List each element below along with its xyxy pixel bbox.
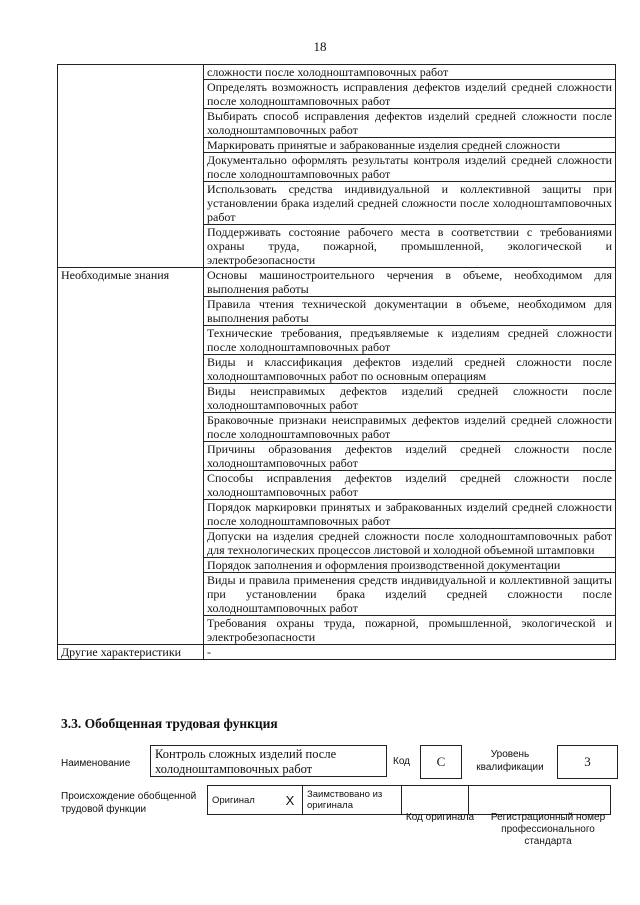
skill-cell: Документально оформлять результаты контроля изделий средней сложности после холодноштамповочных работ bbox=[204, 153, 616, 182]
original-mark: X bbox=[278, 786, 303, 815]
skill-cell: сложности после холодноштамповочных работ bbox=[204, 65, 616, 80]
table-row bbox=[58, 65, 616, 80]
skill-cell: Маркировать принятые и забракованные изделия средней сложности bbox=[204, 138, 616, 153]
function-name-field: Контроль сложных изделий после холодноштамповочных работ bbox=[150, 745, 387, 777]
code-original-caption: Код оригинала bbox=[405, 812, 475, 823]
skill-cell: Поддерживать состояние рабочего места в соответствии с требованиями охраны труда, пожарной, промышленной, экологической и электробезопасности bbox=[204, 225, 616, 268]
table-row bbox=[58, 645, 616, 660]
code-label: Код bbox=[393, 756, 411, 767]
knowledge-cell: Причины образования дефектов изделий средней сложности после холодноштамповочных работ bbox=[204, 442, 616, 471]
page-number: 18 bbox=[313, 39, 327, 54]
section-title: 3.3. Обобщенная трудовая функция bbox=[61, 716, 278, 731]
knowledge-cell: Допуски на изделия средней сложности после холодноштамповочных работ для технологических процессов листовой и холодной объемной штамповки bbox=[204, 529, 616, 558]
knowledge-cell: Виды и правила применения средств индивидуальной и коллективной защиты при установлении брака изделий средней сложности после холодноштамповочных работ bbox=[204, 573, 616, 616]
original-label: Оригинал bbox=[208, 786, 279, 815]
knowledge-cell: Правила чтения технической документации в объеме, необходимом для выполнения работы bbox=[204, 297, 616, 326]
other-value: - bbox=[204, 645, 616, 660]
level-field: 3 bbox=[557, 745, 618, 779]
knowledge-cell: Основы машиностроительного черчения в объеме, необходимом для выполнения работы bbox=[204, 268, 616, 297]
origin-table bbox=[207, 785, 611, 815]
knowledge-cell: Браковочные признаки неисправимых дефектов изделий средней сложности после холодноштамповочных работ bbox=[204, 413, 616, 442]
knowledge-cell: Виды и классификация дефектов изделий средней сложности после холодноштамповочных работ по основным операциям bbox=[204, 355, 616, 384]
code-original-cell bbox=[402, 786, 469, 815]
requirements-table bbox=[57, 64, 616, 660]
knowledge-label: Необходимые знания bbox=[58, 268, 204, 645]
knowledge-cell: Порядок маркировки принятых и забракованных изделий средней сложности после холодноштамповочных работ bbox=[204, 500, 616, 529]
origin-label: Происхождение обобщенной трудовой функции bbox=[61, 791, 197, 815]
knowledge-cell: Требования охраны труда, пожарной, промышленной, экологической и электробезопасности bbox=[204, 616, 616, 645]
table-row bbox=[58, 268, 616, 297]
reg-number-cell bbox=[469, 786, 611, 815]
function-code-field: C bbox=[420, 745, 462, 779]
skill-cell: Определять возможность исправления дефектов изделий средней сложности после холодноштамповочных работ bbox=[204, 80, 616, 109]
borrowed-label: Заимствовано из оригинала bbox=[303, 786, 402, 815]
level-label: Уровень квалификации bbox=[476, 749, 544, 773]
knowledge-cell: Виды неисправимых дефектов изделий средней сложности после холодноштамповочных работ bbox=[204, 384, 616, 413]
other-label: Другие характеристики bbox=[58, 645, 204, 660]
name-label: Наименование bbox=[61, 758, 131, 769]
reg-number-caption: Регистрационный номер профессионального стандарта bbox=[490, 812, 606, 847]
row-label-empty bbox=[58, 65, 204, 268]
skill-cell: Выбирать способ исправления дефектов изделий средней сложности после холодноштамповочных работ bbox=[204, 109, 616, 138]
knowledge-cell: Способы исправления дефектов изделий средней сложности после холодноштамповочных работ bbox=[204, 471, 616, 500]
skill-cell: Использовать средства индивидуальной и коллективной защиты при установлении брака изделий средней сложности после холодноштамповочных работ bbox=[204, 182, 616, 225]
knowledge-cell: Порядок заполнения и оформления производственной документации bbox=[204, 558, 616, 573]
knowledge-cell: Технические требования, предъявляемые к изделиям средней сложности после холодноштамповочных работ bbox=[204, 326, 616, 355]
